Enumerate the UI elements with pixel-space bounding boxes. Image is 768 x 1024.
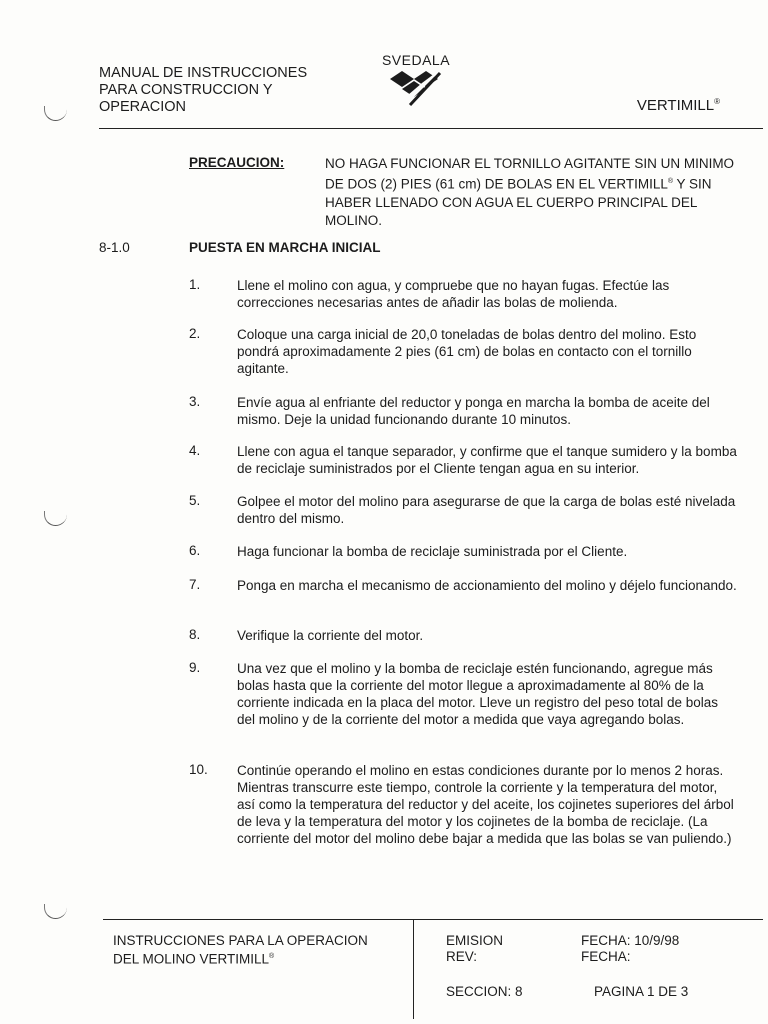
step-text: Llene el molino con agua, y compruebe que no hayan fugas. Efectúe las correcciones necesarias antes de añadir las bolas de molienda.: [237, 278, 670, 310]
step-number: 5.: [189, 493, 201, 508]
binder-hole: [44, 904, 67, 919]
section-number: 8-1.0: [99, 240, 130, 255]
binder-hole: [44, 106, 67, 121]
precaution-text: NO HAGA FUNCIONAR EL TORNILLO AGITANTE SIN UN MINIMO DE DOS (2) PIES (61 cm) DE BOLAS EN EL VERTIMILL® Y SIN HABER LLENADO CON AGUA EL CUERPO PRINCIPAL DEL MOLINO.: [325, 156, 735, 229]
step-number: 2.: [189, 326, 201, 341]
step-number: 6.: [189, 543, 201, 558]
fecha-rev: FECHA:: [581, 949, 631, 964]
step-number: 4.: [189, 443, 201, 458]
step-number: 3.: [189, 394, 201, 409]
step-text: Continúe operando el molino en estas condiciones durante por lo menos 2 horas. Mientras transcurre este tiempo, controle la corriente y la temperatura del motor, así como la temperatura del reductor y del aceite, los cojinetes superiores del árbol de leva y la temperatura del motor y los cojinetes de la bomba de reciclaje. (La corriente del motor del molino debe bajar a medida que las bolas se van puliendo.): [237, 763, 734, 846]
step-number: 10.: [189, 762, 208, 777]
page-number: PAGINA 1 DE 3: [594, 984, 689, 999]
step-number: 7.: [189, 577, 201, 592]
step-text: Ponga en marcha el mecanismo de accionamiento del molino y déjelo funcionando.: [237, 578, 737, 593]
binder-hole: [44, 511, 67, 526]
product-name: VERTIMILL®: [636, 97, 720, 114]
footer-title: INSTRUCCIONES PARA LA OPERACION DEL MOLINO VERTIMILL®: [113, 933, 368, 967]
step-text: Envíe agua al enfriante del reductor y ponga en marcha la bomba de aceite del mismo. Deje la unidad funcionando durante 10 minutos.: [237, 395, 710, 427]
step-number: 8.: [189, 627, 201, 642]
step-text: Coloque una carga inicial de 20,0 toneladas de bolas dentro del molino. Esto pondrá aproximadamente 2 pies (61 cm) de bolas en contacto con el tornillo agitante.: [237, 327, 697, 376]
step-text: Llene con agua el tanque separador, y confirme que el tanque sumidero y la bomba de reciclaje suministrados por el Cliente tengan agua en su interior.: [237, 444, 737, 476]
emision-label: EMISION: [446, 933, 504, 948]
step-text: Golpee el motor del molino para asegurarse de que la carga de bolas esté nivelada dentro del mismo.: [237, 494, 736, 526]
section-title: PUESTA EN MARCHA INICIAL: [189, 240, 381, 255]
fecha-emision: FECHA: 10/9/98: [581, 933, 680, 948]
svedala-diamond-icon: [388, 69, 444, 109]
step-number: 1.: [189, 277, 201, 292]
rev-label: REV:: [446, 949, 478, 964]
step-number: 9.: [189, 660, 201, 675]
manual-title: MANUAL DE INSTRUCCIONES PARA CONSTRUCCION Y OPERACION: [99, 65, 308, 115]
logo-text: SVEDALA: [381, 52, 451, 68]
footer-column-divider: [413, 919, 414, 1019]
step-text: Verifique la corriente del motor.: [237, 628, 424, 643]
footer-divider: [103, 919, 763, 920]
precaution-label: PRECAUCION:: [189, 155, 285, 170]
step-text: Haga funcionar la bomba de reciclaje suministrada por el Cliente.: [237, 544, 628, 559]
section-label: SECCION: 8: [446, 984, 523, 999]
svedala-logo: [378, 52, 454, 109]
header-divider: [99, 128, 763, 129]
step-text: Una vez que el molino y la bomba de reciclaje estén funcionando, agregue más bolas hasta que la corriente del motor llegue a aproximadamente al 80% de la corriente indicada en la placa del motor. Lleve un registro del peso total de bolas del molino y de la corriente del motor a medida que vaya agregando bolas.: [237, 661, 719, 727]
